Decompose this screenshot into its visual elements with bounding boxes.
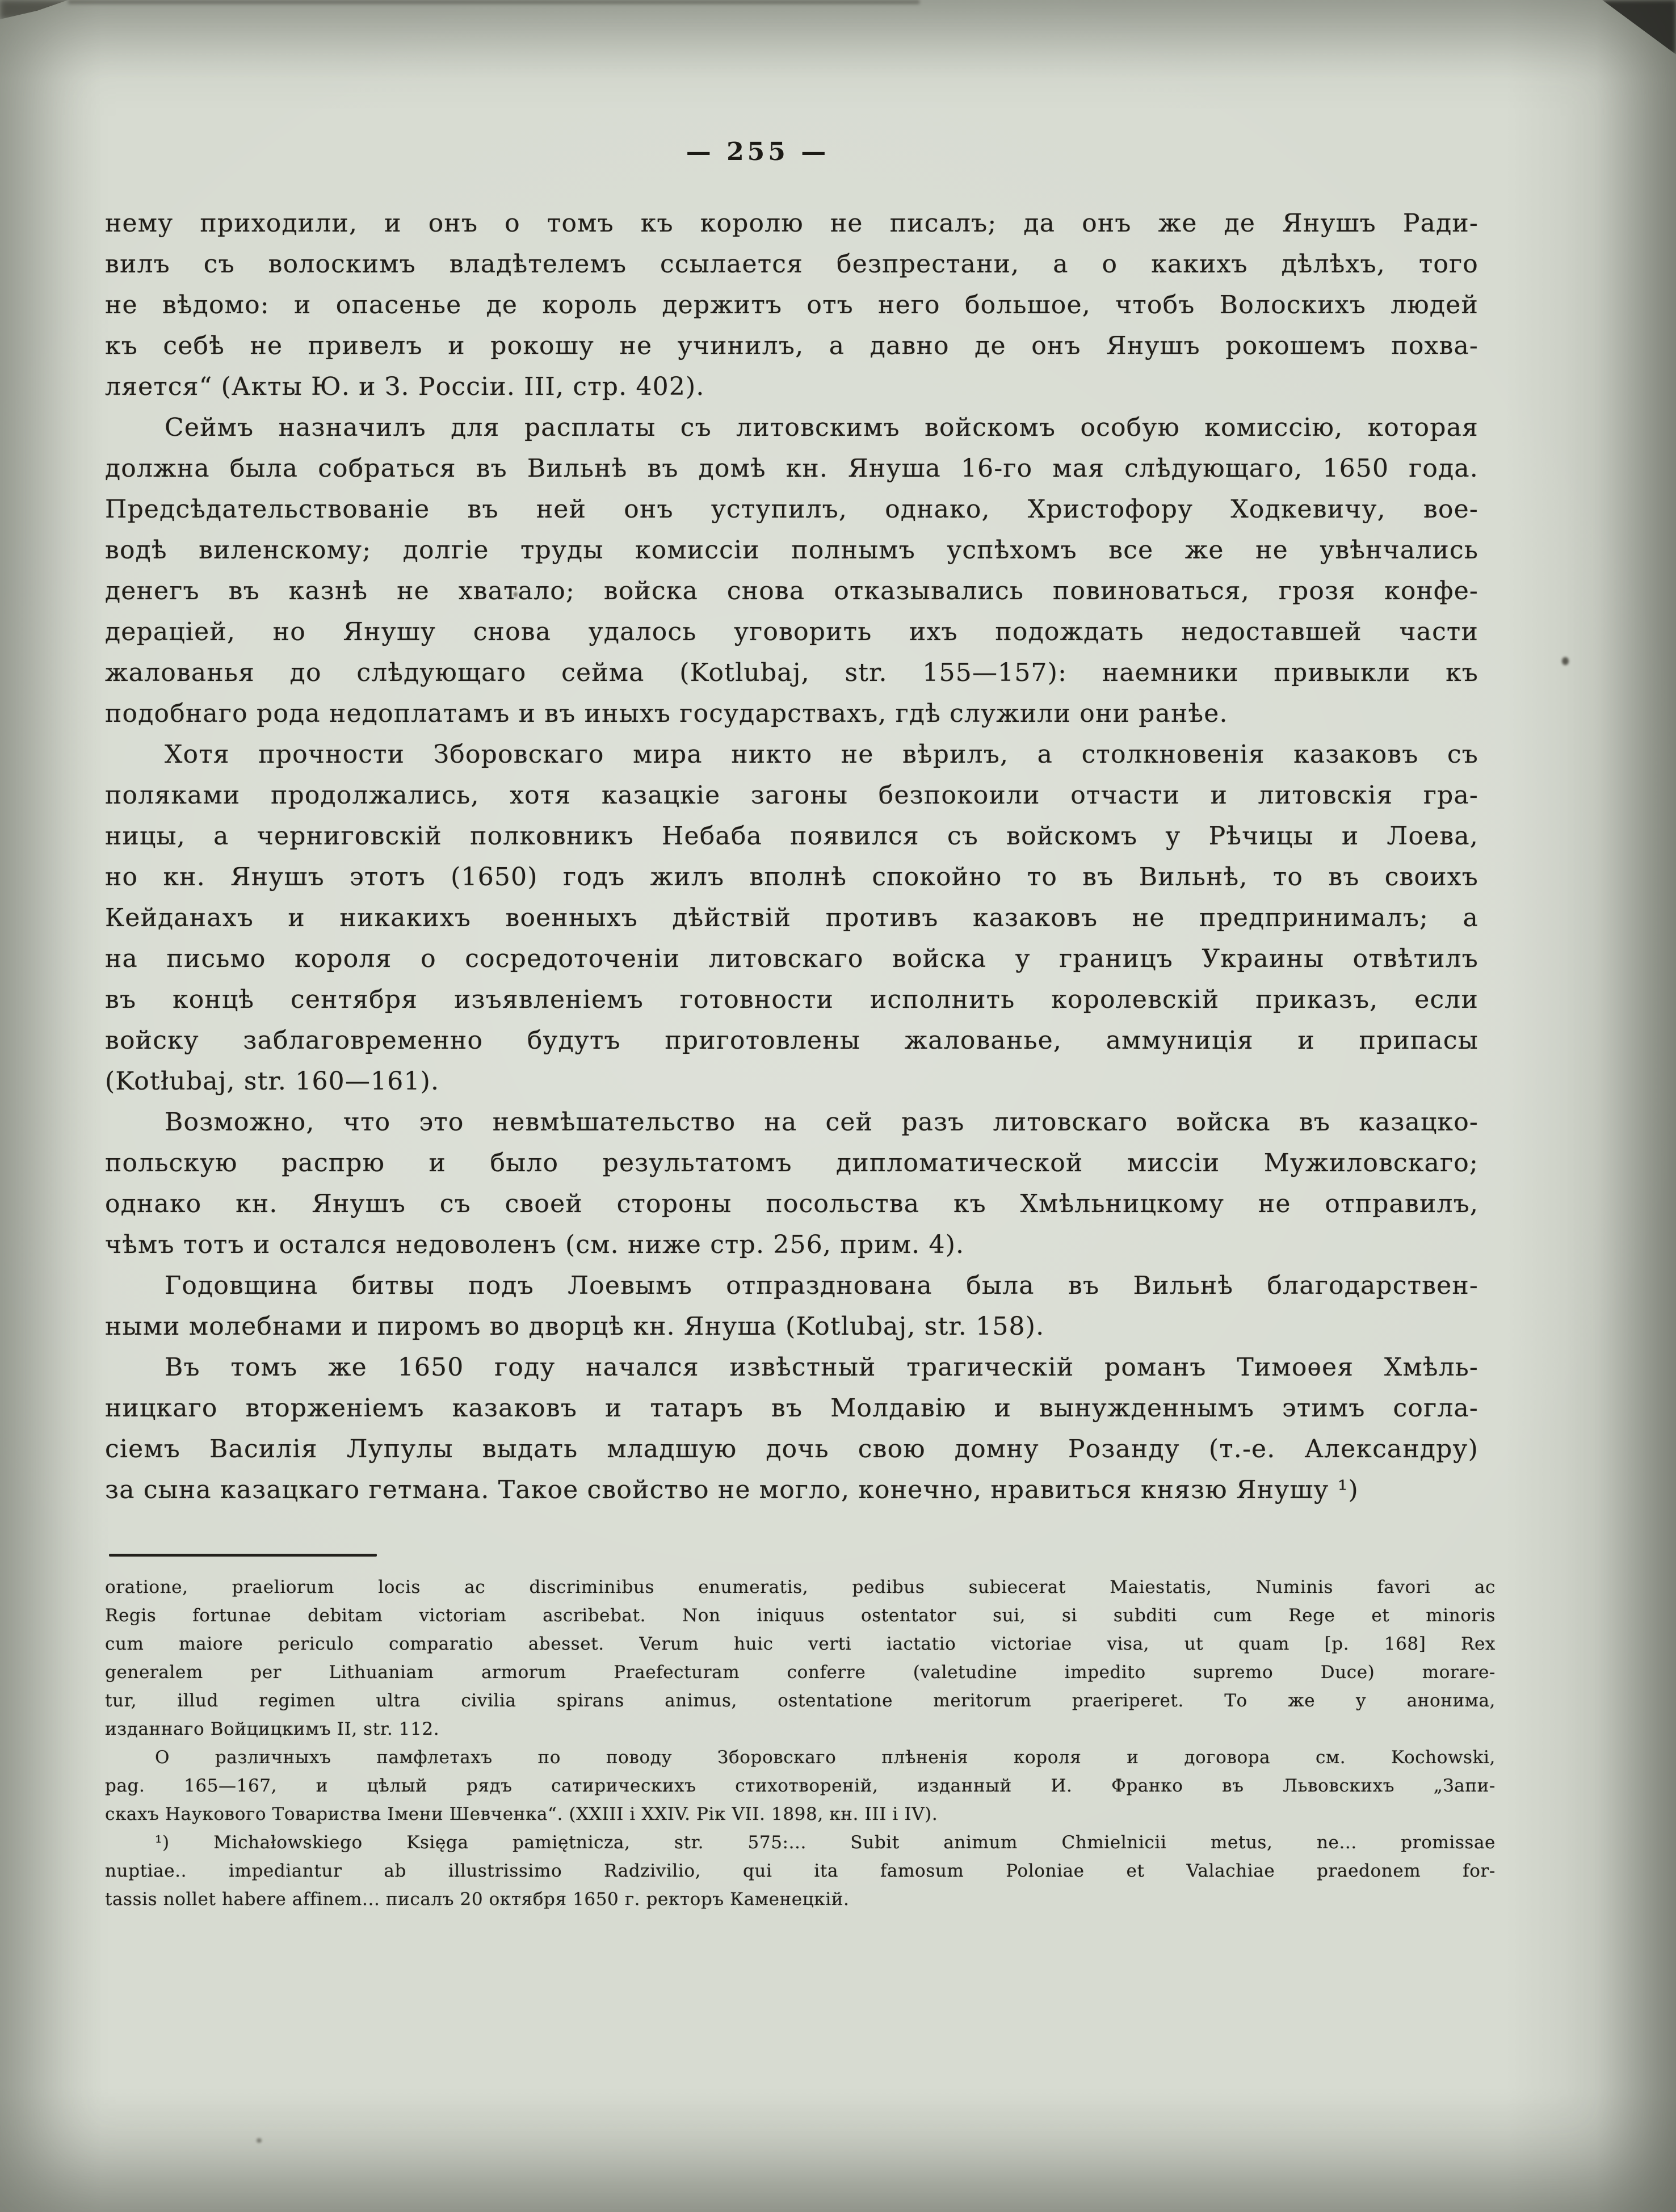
main-text-line: поляками продолжались, хотя казацкіе загоны безпокоили отчасти и литовскія гра- (105, 781, 1478, 810)
footnote-line: tur, illud regimen ultra civilia spirans animus, ostentatione meritorum praeriperet. То же у анонима, (105, 1690, 1496, 1711)
main-text-line: ницкаго вторженіемъ казаковъ и татаръ въ Молдавію и вынужденнымъ этимъ согла- (105, 1394, 1478, 1423)
main-text-line: вилъ съ волоскимъ владѣтелемъ ссылается безпрестани, а о какихъ дѣлѣхъ, того (105, 250, 1478, 279)
main-text-line: ными молебнами и пиромъ во дворцѣ кн. Януша (Kotlubaj, str. 158). (105, 1312, 1045, 1341)
main-text-line: ляется“ (Акты Ю. и З. Россіи. III, стр. 402). (105, 372, 705, 401)
footnote-line: nuptiae.. impediantur ab illustrissimo Radzivilio, qui ita famosum Poloniae et Valachiae praedonem for- (105, 1861, 1496, 1881)
main-text-line: на письмо короля о сосредоточеніи литовскаго войска у границъ Украины отвѣтилъ (105, 944, 1478, 973)
main-text-line: Годовщина битвы подъ Лоевымъ отпразднована была въ Вильнѣ благодарствен- (165, 1271, 1478, 1300)
main-text-line: польскую распрю и было результатомъ дипломатической миссіи Мужиловскаго; (105, 1149, 1478, 1178)
main-text-line: Сеймъ назначилъ для расплаты съ литовскимъ войскомъ особую комиссію, которая (165, 413, 1478, 442)
scan-edge-artifact-top (68, 0, 919, 4)
main-text-line: Возможно, что это невмѣшательство на сей разъ литовскаго войска въ казацко- (165, 1108, 1478, 1137)
footnote-line: generalem per Lithuaniam armorum Praefecturam conferre (valetudine impedito supremo Duce) morare- (105, 1662, 1496, 1683)
scan-corner-artifact-top-left (0, 0, 68, 19)
footnote-line: pag. 165—167, и цѣлый рядъ сатирическихъ стихотвореній, изданный И. Франко въ Львовскихъ „Запи- (105, 1776, 1496, 1796)
main-text-line: должна была собраться въ Вильнѣ въ домѣ кн. Януша 16-го мая слѣдующаго, 1650 года. (105, 454, 1478, 483)
footnote-line: Regis fortunae debitam victoriam ascribebat. Non iniquus ostentator sui, si subditi cum Rege et minoris (105, 1605, 1496, 1626)
main-text-line: дераціей, но Янушу снова удалось уговорить ихъ подождать недоставшей части (105, 617, 1478, 646)
footnote-line: cum maiore periculo comparatio abesset. Verum huic verti iactatio victoriae visa, ut quam [p. 168] Rex (105, 1634, 1496, 1654)
main-text-line: но кн. Янушъ этотъ (1650) годъ жилъ вполнѣ спокойно то въ Вильнѣ, то въ своихъ (105, 863, 1478, 891)
main-text-line: Хотя прочности Зборовскаго мира никто не вѣрилъ, а столкновенія казаковъ съ (165, 740, 1478, 769)
main-text-line: не вѣдомо: и опасенье де король держитъ отъ него большое, чтобъ Волоскихъ людей (105, 291, 1478, 319)
scan-speck (1562, 657, 1569, 665)
main-text-line: ницы, а черниговскій полковникъ Небаба появился съ войскомъ у Рѣчицы и Лоева, (105, 822, 1478, 851)
main-text-line: въ концѣ сентября изъявленіемъ готовности исполнить королевскій приказъ, если (105, 985, 1478, 1014)
main-text-line: войску заблаговременно будутъ приготовлены жалованье, аммуниція и припасы (105, 1026, 1478, 1055)
main-text-line: Предсѣдательствованіе въ ней онъ уступилъ, однако, Христофору Ходкевичу, вое- (105, 495, 1478, 524)
main-text-line: денегъ въ казнѣ не хватало; войска снова отказывались повиноваться, грозя конфе- (105, 577, 1478, 605)
footnote-line: tassis nollet habere affinem... писалъ 20 октября 1650 г. ректоръ Каменецкій. (105, 1889, 850, 1910)
main-text-line: однако кн. Янушъ съ своей стороны посольства къ Хмѣльницкому не отправилъ, (105, 1189, 1478, 1218)
main-text-line: Кейданахъ и никакихъ военныхъ дѣйствій противъ казаковъ не предпринималъ; а (105, 903, 1478, 932)
footnote-line: ¹) Michałowskiego Księga pamiętnicza, str. 575:... Subit animum Chmielnicii metus, ne... promissae (155, 1832, 1496, 1853)
main-text-line: жалованья до слѣдующаго сейма (Kotlubaj, str. 155—157): наемники привыкли къ (105, 658, 1478, 687)
main-text-block (105, 203, 1478, 1511)
main-text-line: нему приходили, и онъ о томъ къ королю не писалъ; да онъ же де Янушъ Ради- (105, 209, 1478, 238)
page-number: — 255 — (686, 137, 830, 166)
main-text-line: подобнаго рода недоплатамъ и въ иныхъ государствахъ, гдѣ служили они ранѣе. (105, 699, 1228, 728)
footnote-separator-rule (109, 1554, 377, 1557)
footnote-line: скахъ Наукового Товариства Імени Шевченка“. (XXIII і XXIV. Рік VII. 1898, кн. III і IV). (105, 1804, 938, 1824)
main-text-line: Въ томъ же 1650 году начался извѣстный трагическій романъ Тимоѳея Хмѣль- (165, 1353, 1478, 1382)
footnote-line: oratione, praeliorum locis ac discriminibus enumeratis, pedibus subiecerat Maiestatis, Numinis favori ac (105, 1577, 1496, 1597)
footnote-line: изданнаго Войцицкимъ II, str. 112. (105, 1719, 440, 1739)
main-text-line: водѣ виленскому; долгіе труды комиссіи полнымъ успѣхомъ все же не увѣнчались (105, 536, 1478, 565)
scan-corner-artifact-top-right (1602, 0, 1676, 54)
main-text-line: (Kotłubaj, str. 160—161). (105, 1067, 440, 1096)
footnotes-block (105, 1573, 1496, 1914)
main-text-line: чѣмъ тотъ и остался недоволенъ (см. ниже стр. 256, прим. 4). (105, 1230, 965, 1259)
main-text-line: сіемъ Василія Лупулы выдать младшую дочь свою домну Розанду (т.-е. Александру) (105, 1435, 1478, 1464)
main-text-line: за сына казацкаго гетмана. Такое свойство не могло, конечно, нравиться князю Янушу ¹) (105, 1475, 1359, 1504)
footnote-line: О различныхъ памфлетахъ по поводу Зборовскаго плѣненія короля и договора см. Kochowski, (155, 1747, 1496, 1768)
scan-speck (257, 2138, 262, 2143)
main-text-line: къ себѣ не привелъ и рокошу не учинилъ, а давно де онъ Янушъ рокошемъ похва- (105, 331, 1478, 360)
